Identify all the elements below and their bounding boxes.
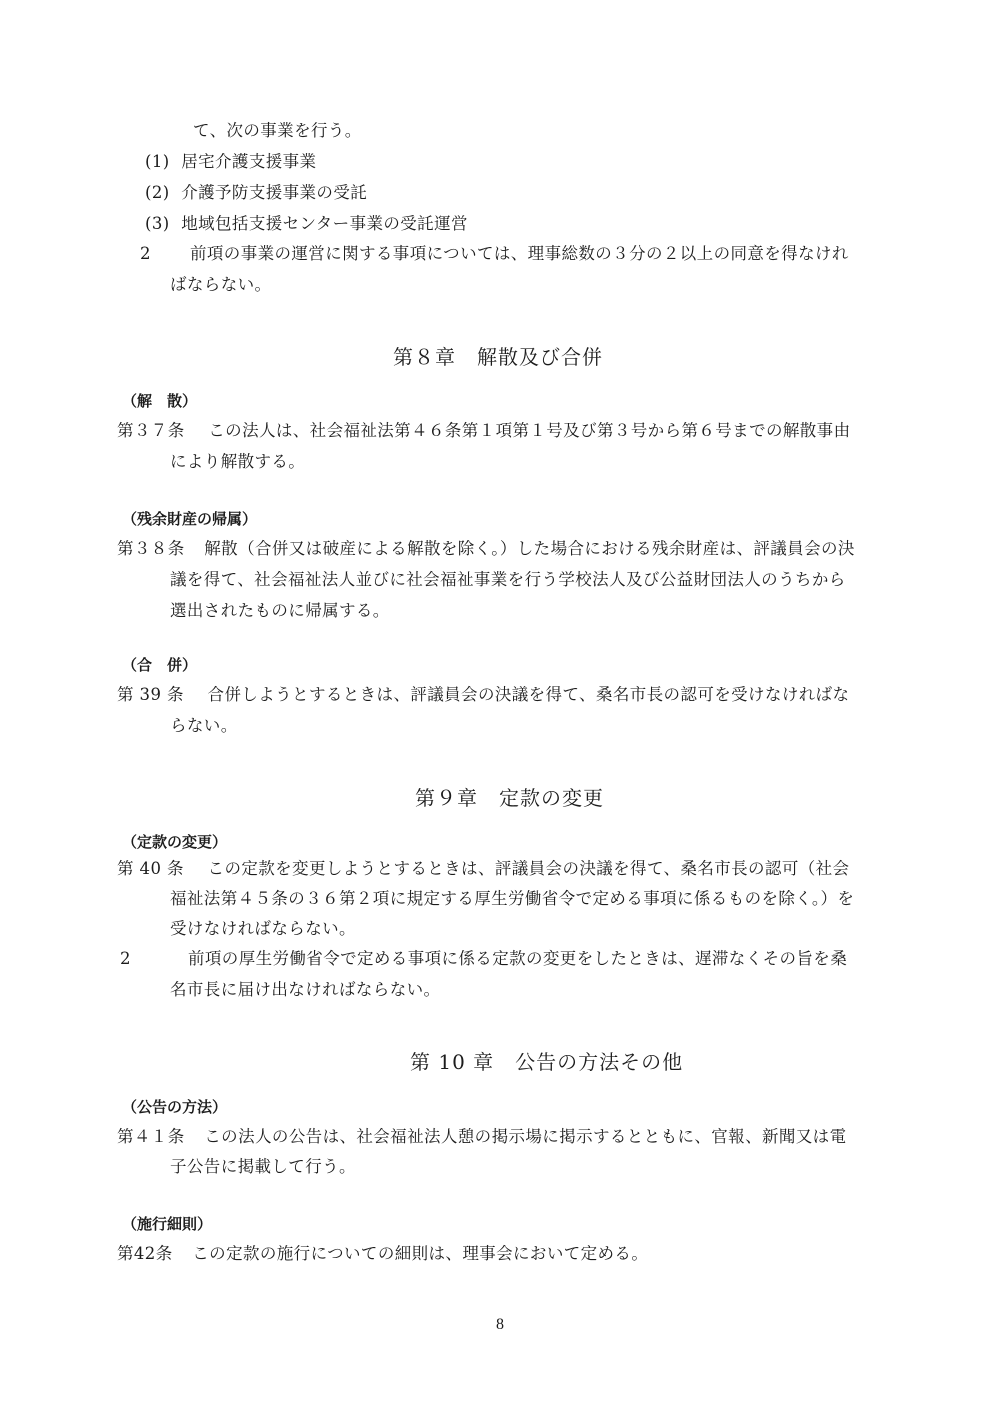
article-41-heading: （公告の方法） bbox=[122, 1098, 228, 1116]
list-item bbox=[145, 213, 468, 235]
article-41-line bbox=[117, 1126, 846, 1148]
article-37-heading: （解 散） bbox=[122, 392, 198, 410]
list-item bbox=[145, 182, 367, 204]
paragraph-number: 2 bbox=[120, 949, 131, 968]
article-40-heading: （定款の変更） bbox=[122, 833, 228, 851]
chapter-9-title: 第９章 定款の変更 bbox=[415, 786, 604, 810]
article-40-number: 第 40 条 bbox=[117, 859, 184, 878]
article-40-text: この定款を変更しようとするときは、評議員会の決議を得て、桑名市長の認可（社会 bbox=[207, 859, 850, 878]
article-37-line bbox=[117, 420, 850, 442]
article-40-line: 受けなければならない。 bbox=[170, 919, 356, 938]
list-item bbox=[145, 151, 316, 173]
paragraph-line: 名市長に届け出なければならない。 bbox=[170, 980, 441, 999]
article-37-text: この法人は、社会福祉法第４６条第１項第１号及び第３号から第６号までの解散事由 bbox=[208, 421, 851, 440]
article-42-heading: （施行細則） bbox=[122, 1215, 213, 1233]
list-item-text: 介護予防支援事業の受託 bbox=[181, 183, 368, 202]
article-41-text: この法人の公告は、社会福祉法人憩の掲示場に掲示するとともに、官報、新聞又は電 bbox=[204, 1127, 847, 1146]
chapter-10-title: 第 10 章 公告の方法その他 bbox=[410, 1050, 684, 1074]
article-40-line bbox=[117, 858, 849, 880]
list-item-number: (1) bbox=[145, 152, 170, 171]
article-42-number: 第42条 bbox=[117, 1244, 173, 1263]
list-item-text: 居宅介護支援事業 bbox=[181, 152, 317, 171]
article-37-number: 第３７条 bbox=[117, 421, 185, 440]
article-39-heading: （合 併） bbox=[122, 656, 198, 674]
article-38-text: 解散（合併又は破産による解散を除く。）した場合における残余財産は、評議員会の決 bbox=[204, 539, 855, 558]
article-41-number: 第４１条 bbox=[117, 1127, 185, 1146]
article-40-line: 福祉法第４５条の３６第２項に規定する厚生労働省令で定める事項に係るものを除く。）を bbox=[170, 889, 855, 908]
article-38-heading: （残余財産の帰属） bbox=[122, 510, 258, 528]
article-42-text: この定款の施行についての細則は、理事会において定める。 bbox=[192, 1244, 649, 1263]
article-39-number: 第 39 条 bbox=[117, 685, 184, 704]
paragraph-line: 前項の厚生労働省令で定める事項に係る定款の変更をしたときは、遅滞なくその旨を桑 bbox=[188, 949, 848, 968]
article-41-line: 子公告に掲載して行う。 bbox=[170, 1157, 356, 1176]
paragraph-line: ばならない。 bbox=[170, 275, 272, 294]
article-38-line: 選出されたものに帰属する。 bbox=[170, 601, 390, 620]
paragraph-line: 前項の事業の運営に関する事項については、理事総数の３分の２以上の同意を得なけれ bbox=[190, 244, 849, 263]
paragraph-number: 2 bbox=[140, 244, 151, 263]
article-37-line: により解散する。 bbox=[170, 452, 306, 471]
article-39-line: らない。 bbox=[170, 716, 238, 735]
article-39-text: 合併しようとするときは、評議員会の決議を得て、桑名市長の認可を受けなければな bbox=[207, 685, 850, 704]
article-42-line bbox=[117, 1243, 648, 1265]
article-38-number: 第３８条 bbox=[117, 539, 185, 558]
continuation-line: て、次の事業を行う。 bbox=[193, 121, 362, 140]
page-number: 8 bbox=[496, 1316, 504, 1333]
article-39-line bbox=[117, 684, 849, 706]
chapter-8-title: 第８章 解散及び合併 bbox=[393, 345, 603, 369]
list-item-number: (3) bbox=[145, 214, 170, 233]
article-38-line bbox=[117, 538, 855, 560]
article-38-line: 議を得て、社会福祉法人並びに社会福祉事業を行う学校法人及び公益財団法人のうちから bbox=[170, 570, 846, 589]
list-item-number: (2) bbox=[145, 183, 170, 202]
list-item-text: 地域包括支援センター事業の受託運営 bbox=[181, 214, 468, 233]
